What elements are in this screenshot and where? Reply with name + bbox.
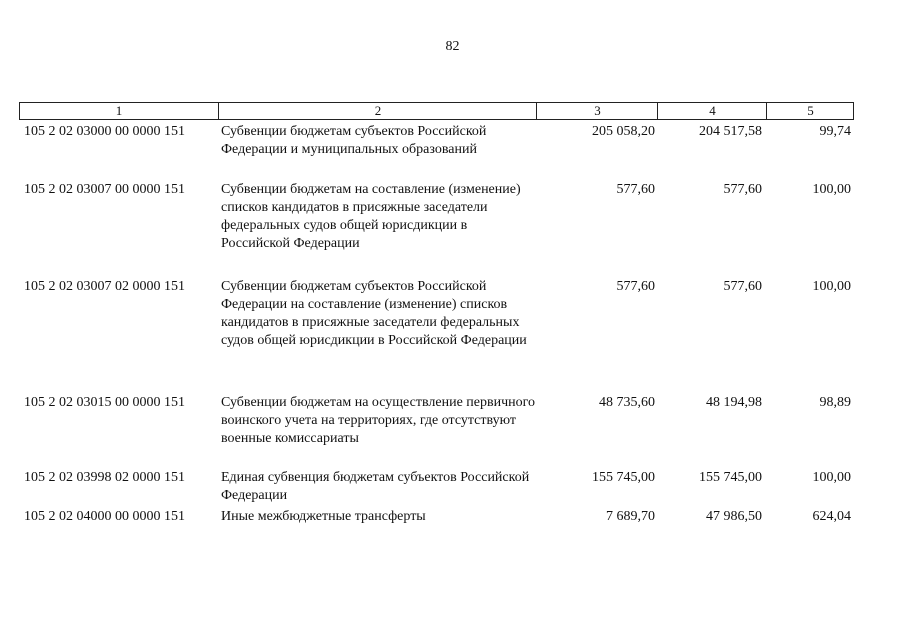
row-code: 105 2 02 04000 00 0000 151 (24, 509, 185, 524)
table-header (19, 102, 854, 120)
column-header-2: 2 (218, 103, 537, 119)
row-name: Субвенции бюджетам на составление (изменение) списков кандидатов в присяжные заседатели федеральных судов общей юрисдикции в Российской Федерации (221, 182, 521, 251)
row-name: Субвенции бюджетам субъектов Российской Федерации и муниципальных образований (221, 124, 487, 157)
column-header-5: 5 (766, 103, 854, 119)
row-value-5: 98,89 (819, 395, 851, 410)
row-code: 105 2 02 03000 00 0000 151 (24, 124, 185, 139)
row-value-4: 204 517,58 (699, 124, 762, 139)
row-value-4: 155 745,00 (699, 470, 762, 485)
row-value-5: 100,00 (812, 279, 851, 294)
column-header-1: 1 (115, 103, 123, 118)
row-name: Иные межбюджетные трансферты (221, 509, 426, 524)
row-value-5: 624,04 (812, 509, 851, 524)
row-code: 105 2 02 03015 00 0000 151 (24, 395, 185, 410)
row-value-3: 7 689,70 (606, 509, 655, 524)
column-header-4: 4 (657, 103, 767, 119)
row-name: Единая субвенция бюджетам субъектов Российской Федерации (221, 470, 530, 503)
row-code: 105 2 02 03998 02 0000 151 (24, 470, 185, 485)
column-header-3: 3 (536, 103, 658, 119)
row-value-5: 100,00 (812, 470, 851, 485)
row-value-4: 48 194,98 (706, 395, 762, 410)
row-value-5: 99,74 (819, 124, 851, 139)
row-value-3: 577,60 (616, 182, 655, 197)
page-number: 82 (445, 39, 460, 54)
row-code: 105 2 02 03007 00 0000 151 (24, 182, 185, 197)
row-value-3: 577,60 (616, 279, 655, 294)
row-name: Субвенции бюджетам субъектов Российской Федерации на составление (изменение) списков кандидатов в присяжные заседатели федеральных судов общей юрисдикции в Российской Федерации (221, 279, 527, 348)
row-value-3: 48 735,60 (599, 395, 655, 410)
row-value-3: 155 745,00 (592, 470, 655, 485)
row-value-5: 100,00 (812, 182, 851, 197)
row-value-4: 47 986,50 (706, 509, 762, 524)
row-value-4: 577,60 (723, 182, 762, 197)
row-name: Субвенции бюджетам на осуществление первичного воинского учета на территориях, где отсутствуют военные комиссариаты (221, 395, 536, 446)
row-value-4: 577,60 (723, 279, 762, 294)
row-code: 105 2 02 03007 02 0000 151 (24, 279, 185, 294)
row-value-3: 205 058,20 (592, 124, 655, 139)
